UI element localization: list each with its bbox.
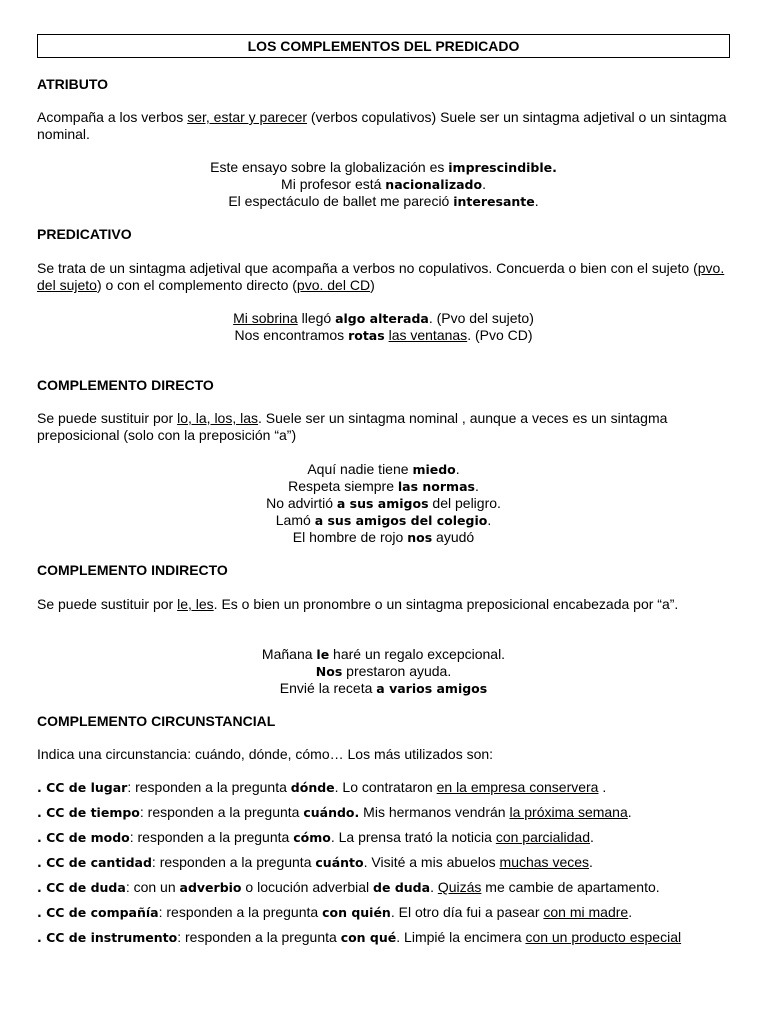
example-line: Mañana le haré un regalo excepcional. <box>261 646 506 662</box>
example-line: Mi sobrina llegó algo alterada. (Pvo del sujeto) <box>233 310 534 326</box>
directo-description: Se puede sustituir por lo, la, los, las. Suele ser un sintagma nominal , aunque a veces es un sintagma preposicional (solo con la preposición “a”) <box>37 410 668 443</box>
predicativo-examples <box>37 310 730 344</box>
example-line: Mi profesor está nacionalizado. <box>281 176 486 192</box>
directo-examples <box>37 461 730 546</box>
list-item: . CC de compañía: responden a la pregunta con quién. El otro día fui a pasear con mi madre. <box>37 904 633 920</box>
heading-complemento-indirecto: COMPLEMENTO INDIRECTO <box>37 562 228 578</box>
heading-complemento-circunstancial: COMPLEMENTO CIRCUNSTANCIAL <box>37 713 276 729</box>
list-item: . CC de instrumento: responden a la pregunta con qué. Limpié la encimera con un producto especial <box>37 929 682 945</box>
example-line: Respeta siempre las normas. <box>288 478 479 494</box>
page-title: LOS COMPLEMENTOS DEL PREDICADO <box>37 34 730 58</box>
atributo-description: Acompaña a los verbos ser, estar y parecer (verbos copulativos) Suele ser un sintagma adjetival o un sintagma nominal. <box>37 109 727 142</box>
predicativo-description: Se trata de un sintagma adjetival que acompaña a verbos no copulativos. Concuerda o bien con el sujeto (pvo. del sujeto) o con el complemento directo (pvo. del CD) <box>37 260 725 293</box>
heading-atributo: ATRIBUTO <box>37 76 109 92</box>
example-line: Lamó a sus amigos del colegio. <box>275 512 492 528</box>
example-line: El hombre de rojo nos ayudó <box>292 529 475 545</box>
list-item: . CC de tiempo: responden a la pregunta cuándo. Mis hermanos vendrán la próxima semana. <box>37 804 632 820</box>
example-line: El espectáculo de ballet me pareció interesante. <box>228 193 539 209</box>
circunstancial-description: Indica una circunstancia: cuándo, dónde, cómo… Los más utilizados son: <box>37 746 494 762</box>
example-line: Aquí nadie tiene miedo. <box>307 461 460 477</box>
heading-predicativo: PREDICATIVO <box>37 226 132 242</box>
list-item: . CC de modo: responden a la pregunta cómo. La prensa trató la noticia con parcialidad. <box>37 829 594 845</box>
list-item: . CC de lugar: responden a la pregunta dónde. Lo contrataron en la empresa conservera . <box>37 779 607 795</box>
circunstancial-list <box>37 775 727 950</box>
atributo-examples <box>37 159 730 210</box>
example-line: Nos prestaron ayuda. <box>315 663 452 679</box>
example-line: Este ensayo sobre la globalización es imprescindible. <box>210 159 557 175</box>
heading-complemento-directo: COMPLEMENTO DIRECTO <box>37 377 214 393</box>
example-line: Nos encontramos rotas las ventanas. (Pvo CD) <box>234 327 533 343</box>
example-line: No advirtió a sus amigos del peligro. <box>266 495 501 511</box>
list-item: . CC de duda: con un adverbio o locución adverbial de duda. Quizás me cambie de apartamento. <box>37 879 660 895</box>
list-item: . CC de cantidad: responden a la pregunta cuánto. Visité a mis abuelos muchas veces. <box>37 854 593 870</box>
example-line: Envié la receta a varios amigos <box>279 680 488 696</box>
indirecto-examples <box>37 646 730 697</box>
indirecto-description: Se puede sustituir por le, les. Es o bien un pronombre o un sintagma preposicional encabezada por “a”. <box>37 596 679 612</box>
